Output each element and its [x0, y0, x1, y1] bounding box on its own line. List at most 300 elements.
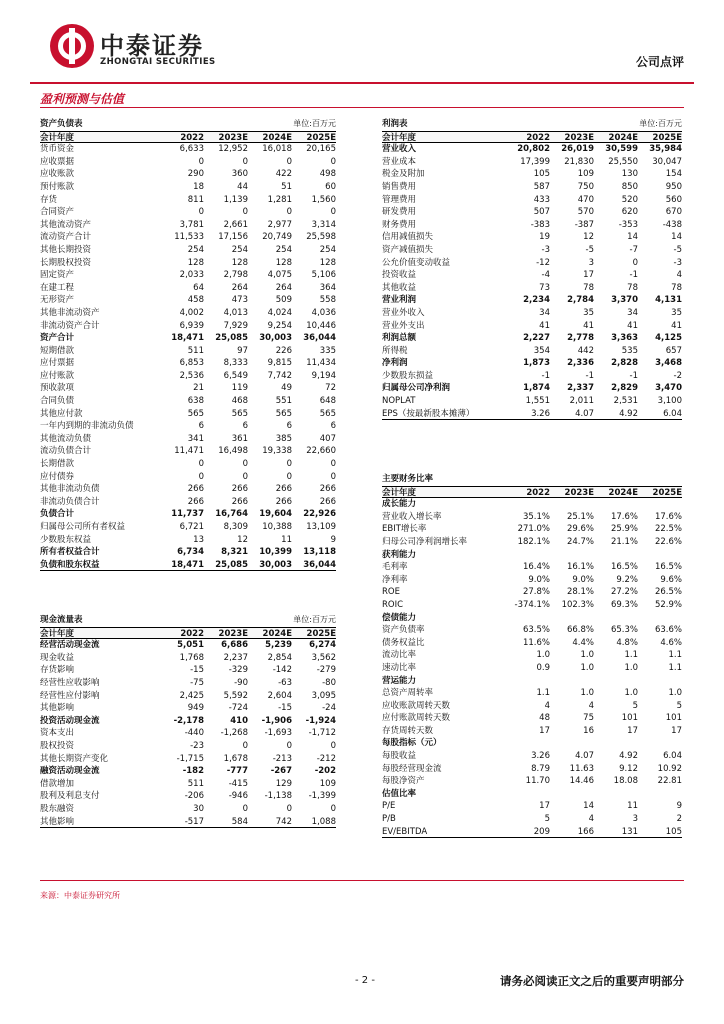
table-cell: 360	[231, 169, 248, 180]
table-cell: 1,139	[223, 194, 248, 205]
table-cell: 41	[583, 320, 594, 331]
table-cell: 19,338	[262, 446, 292, 457]
row-label: 营业外收入	[382, 307, 425, 318]
table-cell: 35	[583, 307, 594, 318]
table-cell: 2,337	[567, 383, 594, 394]
table-cell	[638, 498, 682, 511]
table-cell: 0	[198, 207, 204, 218]
table-row	[40, 702, 336, 715]
table-row	[382, 357, 682, 370]
table-row	[382, 813, 682, 826]
table-cell: 4.92	[619, 408, 638, 419]
table-row	[40, 715, 336, 728]
table-cell: 1.1	[668, 650, 682, 661]
table-cell: -202	[314, 766, 336, 777]
table-cell: -1	[629, 370, 638, 381]
ratios-header-cell: 会计年度	[382, 487, 417, 498]
table-cell: 558	[319, 295, 336, 306]
table-row	[382, 294, 682, 307]
table-cell: 1,560	[311, 194, 336, 205]
table-cell: 385	[275, 433, 292, 444]
table-cell: 264	[231, 282, 248, 293]
table-cell: 4.4%	[572, 637, 594, 648]
table-cell	[550, 788, 594, 801]
table-cell: -279	[316, 665, 336, 676]
table-cell: -2	[673, 370, 682, 381]
table-cell: 0	[242, 803, 248, 814]
table-cell: 0	[330, 459, 336, 470]
header-divider	[30, 82, 694, 84]
table-cell: 44	[237, 181, 248, 192]
table-cell: 51	[281, 181, 292, 192]
table-cell: 266	[187, 496, 204, 507]
row-label: 流动比率	[382, 650, 417, 661]
table-row	[40, 181, 336, 194]
table-row	[40, 194, 336, 207]
table-cell: 264	[275, 282, 292, 293]
row-label: 营业外支出	[382, 320, 425, 331]
table-cell: 26.5%	[654, 587, 682, 598]
table-cell: 4,075	[267, 270, 292, 281]
table-cell: -15	[278, 703, 292, 714]
table-row	[40, 143, 336, 156]
table-cell: 27.8%	[522, 587, 550, 598]
table-cell: 34	[539, 307, 550, 318]
table-cell: 65.3%	[610, 625, 638, 636]
table-cell: 254	[231, 244, 248, 255]
table-cell: -1,715	[176, 753, 204, 764]
table-cell: 73	[539, 282, 550, 293]
row-label: 其他流动资产	[40, 219, 92, 230]
table-cell: 4,002	[179, 307, 204, 318]
table-cell: 6.04	[663, 408, 682, 419]
table-cell: -374.1%	[514, 599, 550, 610]
table-row	[382, 395, 682, 408]
table-row	[40, 433, 336, 446]
table-cell: 354	[533, 345, 550, 356]
table-cell: 72	[325, 383, 336, 394]
table-cell: 12	[237, 534, 248, 545]
table-cell: 17.6%	[610, 511, 638, 522]
table-row	[40, 156, 336, 169]
table-cell: 511	[187, 345, 204, 356]
row-label: 融资活动现金流	[40, 766, 100, 777]
table-cell: 2	[676, 814, 682, 825]
row-label: 短期借款	[40, 345, 75, 356]
table-row	[40, 803, 336, 816]
table-cell: 22.6%	[654, 536, 682, 547]
table-row	[382, 181, 682, 194]
table-row	[382, 332, 682, 345]
table-cell: -63	[278, 677, 292, 688]
table-row	[40, 294, 336, 307]
table-row	[40, 496, 336, 509]
table-cell: 6,939	[179, 320, 204, 331]
table-cell: 28.1%	[566, 587, 594, 598]
row-label: 无形资产	[40, 295, 75, 306]
row-label: 非流动负债合计	[40, 496, 100, 507]
cashflow-header-cell: 2024E	[262, 628, 292, 639]
table-row	[40, 395, 336, 408]
table-cell: 0	[198, 459, 204, 470]
table-cell: 0	[632, 257, 638, 268]
table-cell: 17.6%	[654, 511, 682, 522]
table-cell: 22.5%	[654, 524, 682, 535]
table-cell: 35.1%	[522, 511, 550, 522]
table-row	[40, 332, 336, 345]
disclaimer-note: 请务必阅读正文之后的重要声明部分	[500, 974, 684, 988]
balance-header-row	[40, 131, 336, 144]
row-label: 营业利润	[382, 295, 417, 306]
table-cell: -777	[226, 766, 248, 777]
table-cell: 11.70	[525, 776, 550, 787]
table-cell: 30,047	[652, 156, 682, 167]
table-cell: -440	[184, 728, 204, 739]
table-cell	[506, 788, 550, 801]
row-label: 资产减值损失	[382, 244, 434, 255]
row-label: EPS（按最新股本摊薄）	[382, 408, 475, 419]
table-cell: 5	[676, 700, 682, 711]
table-cell: 1.1	[536, 688, 550, 699]
table-cell: 620	[621, 207, 638, 218]
table-cell: 266	[319, 484, 336, 495]
ratios-title-row	[382, 473, 682, 486]
row-label: 应付账款	[40, 370, 75, 381]
table-cell: -724	[228, 703, 248, 714]
table-cell: 34	[627, 307, 638, 318]
table-cell: -329	[228, 665, 248, 676]
table-row	[40, 727, 336, 740]
table-cell: 182.1%	[517, 536, 550, 547]
table-cell: 69.3%	[610, 599, 638, 610]
table-cell: 4.07	[575, 408, 594, 419]
table-cell: 16.5%	[654, 562, 682, 573]
table-cell: 101	[665, 713, 682, 724]
table-row	[40, 483, 336, 496]
row-label: 存货周转天数	[382, 725, 434, 736]
table-cell: -946	[228, 791, 248, 802]
table-row	[40, 269, 336, 282]
document-type: 公司点评	[635, 55, 684, 69]
row-label: 税金及附加	[382, 169, 425, 180]
table-row	[382, 700, 682, 713]
row-label: 投资收益	[382, 270, 417, 281]
table-cell: 131	[621, 826, 638, 837]
table-cell: 7,929	[223, 320, 248, 331]
income-header-cell: 会计年度	[382, 132, 417, 143]
table-cell	[638, 788, 682, 801]
table-cell	[638, 675, 682, 688]
table-cell: 21.1%	[610, 536, 638, 547]
table-cell: 19	[539, 232, 550, 243]
table-cell: 3	[632, 814, 638, 825]
table-cell: 101	[621, 713, 638, 724]
table-cell: 1,873	[523, 358, 550, 369]
table-cell: 6	[242, 421, 248, 432]
table-cell: -23	[190, 740, 204, 751]
table-cell	[594, 675, 638, 688]
table-row	[40, 420, 336, 433]
table-cell: 2,977	[267, 219, 292, 230]
table-cell: 24.7%	[566, 536, 594, 547]
table-cell: 4.07	[575, 751, 594, 762]
row-label: 成长能力	[382, 499, 417, 510]
table-row	[40, 168, 336, 181]
table-row	[382, 763, 682, 776]
table-cell: -1	[629, 270, 638, 281]
ratios-header-cell: 2024E	[608, 487, 638, 498]
table-row	[382, 687, 682, 700]
table-cell: 16	[583, 725, 594, 736]
row-label: 归母公司净利润增长率	[382, 536, 468, 547]
table-cell: 2,227	[523, 333, 550, 344]
table-row	[40, 231, 336, 244]
table-cell: -1,138	[264, 791, 292, 802]
table-cell: 36,044	[303, 333, 336, 344]
row-label: 归属母公司所有者权益	[40, 522, 126, 532]
row-label: 资本支出	[40, 728, 75, 739]
row-label: 一年内到期的非流动负债	[40, 421, 134, 432]
table-cell: 5,592	[223, 690, 248, 701]
row-label: 存货影响	[40, 665, 75, 676]
table-cell: 27.2%	[610, 587, 638, 598]
ratios-header-cell: 2025E	[652, 487, 682, 498]
table-cell: 36,044	[303, 559, 336, 570]
table-cell: 0	[286, 740, 292, 751]
table-row	[40, 690, 336, 703]
row-label: 其他非流动负债	[40, 484, 100, 495]
table-cell: 9	[676, 801, 682, 812]
table-cell: 2,798	[223, 270, 248, 281]
table-cell: 18,471	[171, 559, 204, 570]
cashflow-title: 现金流量表	[40, 615, 83, 625]
row-label: 其他收益	[382, 282, 417, 293]
row-label: 投资活动现金流	[40, 715, 100, 726]
table-cell: 4	[588, 700, 594, 711]
table-row	[382, 649, 682, 662]
table-row	[382, 624, 682, 637]
table-cell	[506, 612, 550, 625]
table-row	[382, 775, 682, 788]
table-cell: 1.0	[580, 650, 594, 661]
table-cell: 30,003	[259, 559, 292, 570]
table-cell	[550, 675, 594, 688]
table-cell: 1,281	[267, 194, 292, 205]
table-cell: 1,768	[179, 652, 204, 663]
cashflow-header-cell: 会计年度	[40, 628, 75, 639]
table-cell: 11,737	[171, 509, 204, 520]
table-row	[40, 307, 336, 320]
row-label: 应付账款周转天数	[382, 713, 451, 724]
table-cell: 25.1%	[566, 511, 594, 522]
row-label: 每股经营现金流	[382, 763, 442, 774]
table-cell: -7	[629, 244, 638, 255]
table-row	[40, 534, 336, 547]
table-cell: 570	[577, 207, 594, 218]
table-cell: 8,321	[221, 547, 248, 558]
table-cell: 13,118	[303, 547, 336, 558]
table-cell: 6.04	[663, 751, 682, 762]
table-cell: 949	[187, 703, 204, 714]
table-cell: 4.6%	[660, 637, 682, 648]
cashflow-header-cell: 2022	[180, 628, 204, 639]
table-cell: 17,399	[520, 156, 550, 167]
table-row	[382, 320, 682, 333]
table-cell: 0	[242, 207, 248, 218]
table-cell: 21	[193, 383, 204, 394]
table-cell: 16.1%	[566, 562, 594, 573]
logo-chinese-name: 中泰证券	[100, 32, 204, 60]
table-cell: 4	[544, 700, 550, 711]
row-label: 每股净资产	[382, 776, 425, 787]
income-header-cell: 2022	[526, 132, 550, 143]
table-row	[40, 753, 336, 766]
table-cell: 14	[583, 801, 594, 812]
table-cell: 11.63	[569, 763, 594, 774]
table-cell: -1,906	[261, 715, 292, 726]
table-row	[40, 677, 336, 690]
table-cell: 470	[577, 194, 594, 205]
table-cell: 97	[237, 345, 248, 356]
table-row	[40, 345, 336, 358]
table-cell: 4,013	[223, 307, 248, 318]
row-label: 长期借款	[40, 459, 75, 470]
row-label: 合同负债	[40, 396, 75, 407]
table-cell: 11,471	[174, 446, 204, 457]
table-cell: 4.8%	[616, 637, 638, 648]
table-cell: 1.1	[624, 650, 638, 661]
table-row	[382, 511, 682, 524]
row-label: 营业收入增长率	[382, 511, 442, 522]
table-cell: -12	[536, 257, 550, 268]
table-row	[40, 546, 336, 559]
cashflow-header-row	[40, 627, 336, 640]
table-cell: -212	[316, 753, 336, 764]
balance-sheet-table	[40, 118, 336, 571]
table-cell: 0	[286, 471, 292, 482]
table-cell: 19,604	[259, 509, 292, 520]
row-label: 利润总额	[382, 333, 417, 344]
table-cell: 4,125	[655, 333, 682, 344]
table-cell: 3.26	[531, 408, 550, 419]
table-cell: 4,131	[655, 295, 682, 306]
income-header-row	[382, 131, 682, 144]
table-row	[40, 282, 336, 295]
row-label: 其他影响	[40, 816, 75, 827]
table-cell: 950	[665, 181, 682, 192]
table-cell: 52.9%	[654, 599, 682, 610]
table-row	[40, 458, 336, 471]
logo-emblem-icon	[50, 24, 94, 68]
table-cell: 20,165	[306, 144, 336, 155]
table-row	[382, 675, 682, 688]
table-row	[382, 498, 682, 511]
table-cell: 2,778	[567, 333, 594, 344]
table-cell: 266	[231, 496, 248, 507]
table-row	[40, 382, 336, 395]
table-cell: -213	[272, 753, 292, 764]
table-cell: -353	[618, 219, 638, 230]
table-cell: -206	[184, 791, 204, 802]
table-cell: 4	[676, 270, 682, 281]
table-cell	[594, 612, 638, 625]
table-cell: 41	[539, 320, 550, 331]
table-cell: 9,815	[267, 358, 292, 369]
table-cell: 109	[577, 169, 594, 180]
table-cell: 3.26	[531, 751, 550, 762]
table-cell: 17	[583, 270, 594, 281]
row-label: 股东融资	[40, 803, 75, 814]
table-cell: 4	[588, 814, 594, 825]
table-cell: -1,399	[308, 791, 336, 802]
table-row	[40, 521, 336, 534]
table-cell: 638	[187, 396, 204, 407]
table-cell: 1.0	[668, 688, 682, 699]
source-divider	[40, 880, 684, 881]
table-cell: 1.0	[624, 662, 638, 673]
table-cell: 2,336	[567, 358, 594, 369]
table-row	[382, 206, 682, 219]
table-cell: 2,531	[613, 396, 638, 407]
table-row	[40, 370, 336, 383]
table-cell: 4.92	[619, 751, 638, 762]
table-row	[382, 725, 682, 738]
table-cell: 2,237	[223, 652, 248, 663]
table-cell: 13	[193, 534, 204, 545]
table-cell: -15	[190, 665, 204, 676]
table-cell: 17	[539, 725, 550, 736]
table-cell: 422	[275, 169, 292, 180]
table-row	[382, 168, 682, 181]
table-row	[40, 357, 336, 370]
table-cell: 1.1	[668, 662, 682, 673]
table-row	[382, 536, 682, 549]
table-cell: 498	[319, 169, 336, 180]
row-label: 所得税	[382, 345, 408, 356]
table-cell: 535	[621, 345, 638, 356]
table-row	[40, 790, 336, 803]
table-cell: 290	[187, 169, 204, 180]
row-label: 净利润	[382, 358, 408, 369]
table-cell: 266	[319, 496, 336, 507]
table-cell: 11,434	[306, 358, 336, 369]
table-cell: 407	[319, 433, 336, 444]
table-cell: 511	[187, 778, 204, 789]
table-cell: 8,333	[223, 358, 248, 369]
table-cell: 266	[275, 484, 292, 495]
table-cell: -5	[673, 244, 682, 255]
table-cell: 16,018	[262, 144, 292, 155]
table-cell: -438	[662, 219, 682, 230]
row-label: 经营性应收影响	[40, 677, 100, 688]
row-label: 营业成本	[382, 156, 417, 167]
table-cell: 1,874	[523, 383, 550, 394]
row-label: 预收款项	[40, 383, 75, 394]
table-cell: 9.0%	[528, 574, 550, 585]
ratios-header-cell: 2022	[526, 487, 550, 498]
table-cell: 66.8%	[566, 625, 594, 636]
table-cell: -2,178	[173, 715, 204, 726]
table-cell: 5,051	[177, 640, 204, 651]
table-cell: 60	[325, 181, 336, 192]
table-cell: 22.81	[657, 776, 682, 787]
row-label: EV/EBITDA	[382, 826, 428, 837]
table-row	[40, 664, 336, 677]
table-cell: 0	[242, 740, 248, 751]
table-cell: 14	[627, 232, 638, 243]
row-label: 其他流动负债	[40, 433, 92, 444]
table-cell: 458	[187, 295, 204, 306]
